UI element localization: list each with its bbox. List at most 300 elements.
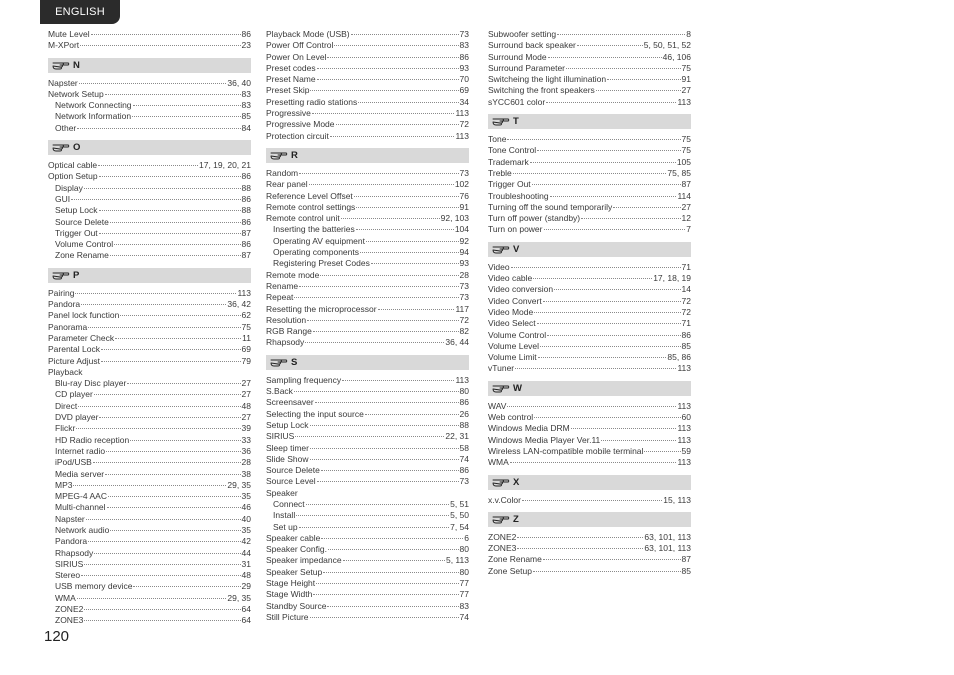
dot-leader	[596, 90, 681, 91]
index-entry	[488, 307, 691, 318]
dot-leader	[327, 57, 458, 58]
index-subentry	[266, 224, 469, 235]
dot-leader	[299, 286, 458, 287]
index-term: Web control	[488, 412, 534, 423]
index-entry	[488, 423, 691, 434]
index-subentry	[48, 378, 251, 389]
index-entry	[48, 356, 251, 367]
index-term: Blu-ray Disc player	[55, 378, 127, 389]
index-pages: 73	[459, 280, 469, 291]
dot-leader	[310, 90, 458, 91]
dot-leader	[71, 199, 240, 200]
dot-leader	[110, 255, 241, 256]
index-entry	[266, 612, 469, 623]
index-column-2	[266, 29, 469, 623]
index-subentry	[266, 510, 469, 521]
dot-leader	[321, 538, 463, 539]
index-term: Other	[55, 122, 77, 133]
dot-leader	[534, 312, 680, 313]
index-pages: 91	[459, 201, 469, 212]
index-pages: 75, 85	[667, 167, 691, 178]
index-term: Setup Lock	[266, 419, 309, 430]
dot-leader	[110, 222, 241, 223]
index-term: Stereo	[55, 570, 81, 581]
index-pages: 22, 31	[445, 431, 469, 442]
index-term: Playback	[48, 366, 83, 377]
dot-leader	[91, 34, 241, 35]
index-pages: 6	[464, 532, 469, 543]
pointing-hand-icon	[492, 116, 510, 128]
index-term: Switching the front speakers	[488, 85, 595, 96]
index-term: Tone Control	[488, 145, 537, 156]
page-number: 120	[44, 628, 70, 645]
index-entry	[488, 532, 691, 543]
index-entry	[266, 292, 469, 303]
index-entry	[266, 281, 469, 292]
index-term: Napster	[55, 513, 85, 524]
index-pages: 83	[459, 600, 469, 611]
dot-leader	[533, 571, 681, 572]
index-term: USB memory device	[55, 581, 133, 592]
index-term: Wireless LAN-compatible mobile terminal	[488, 445, 644, 456]
index-entry	[488, 284, 691, 295]
index-entry	[48, 160, 251, 171]
dot-leader	[510, 462, 677, 463]
dot-leader	[299, 527, 450, 528]
index-subentry	[48, 205, 251, 216]
index-term: Direct	[55, 400, 78, 411]
dot-leader	[577, 45, 643, 46]
index-pages: 75	[681, 134, 691, 145]
index-entry	[488, 74, 691, 85]
index-term: sYCC601 color	[488, 96, 546, 107]
index-term: Napster	[48, 77, 78, 88]
index-subentry	[48, 604, 251, 615]
dot-leader	[84, 620, 240, 621]
index-pages: 86	[459, 465, 469, 476]
index-subentry	[48, 548, 251, 559]
index-term: Surround Parameter	[488, 62, 566, 73]
index-column-1	[48, 29, 251, 627]
dot-leader	[533, 278, 652, 279]
index-term: Option Setup	[48, 171, 98, 182]
index-term: Speaker	[266, 487, 298, 498]
index-pages: 17, 18, 19	[653, 273, 691, 284]
index-entry	[488, 566, 691, 577]
index-entry	[266, 40, 469, 51]
dot-leader	[554, 289, 680, 290]
index-pages: 14	[681, 284, 691, 295]
index-term: Video cable	[488, 273, 533, 284]
index-pages: 105	[676, 156, 691, 167]
dot-leader	[107, 507, 241, 508]
index-term: Stage Height	[266, 578, 316, 589]
index-pages: 113	[677, 423, 691, 434]
index-entry	[488, 554, 691, 565]
index-entry	[488, 224, 691, 235]
index-entry	[48, 322, 251, 333]
index-pages: 73	[459, 476, 469, 487]
index-entry	[488, 341, 691, 352]
index-term: Troubleshooting	[488, 190, 549, 201]
index-entry	[488, 191, 691, 202]
index-term: Windows Media DRM	[488, 423, 570, 434]
section-header-o	[48, 140, 251, 155]
index-pages: 73	[459, 292, 469, 303]
index-term: GUI	[55, 193, 71, 204]
index-term: Display	[55, 182, 83, 193]
dot-leader	[517, 548, 643, 549]
index-term: WMA	[488, 457, 509, 468]
index-term: Video Mode	[488, 306, 534, 317]
dot-leader	[328, 549, 459, 550]
index-term: Pandora	[55, 536, 88, 547]
index-entry	[488, 134, 691, 145]
index-term: Random	[266, 167, 299, 178]
dot-leader	[98, 165, 198, 166]
index-entry	[266, 454, 469, 465]
index-pages: 114	[677, 190, 691, 201]
dot-leader	[79, 83, 227, 84]
index-term: Rhapsody	[55, 547, 94, 558]
index-subentry	[48, 581, 251, 592]
index-entry	[488, 29, 691, 40]
index-pages: 113	[677, 96, 691, 107]
dot-leader	[310, 425, 459, 426]
index-term: Power On Level	[266, 51, 327, 62]
index-term: Trigger Out	[488, 179, 531, 190]
dot-leader	[105, 94, 241, 95]
index-term: Remote control settings	[266, 201, 356, 212]
dot-leader	[327, 606, 458, 607]
index-entry	[266, 119, 469, 130]
dot-leader	[317, 79, 459, 80]
index-subentry	[48, 183, 251, 194]
index-term: Trigger Out	[55, 227, 98, 238]
index-term: ZONE3	[488, 543, 517, 554]
section-header-v	[488, 242, 691, 257]
index-term: Flickr	[55, 423, 76, 434]
index-entry	[488, 318, 691, 329]
section-header-w	[488, 381, 691, 396]
index-pages: 11	[242, 332, 251, 343]
index-pages: 86	[241, 29, 251, 39]
index-entry	[266, 533, 469, 544]
dot-leader	[81, 304, 226, 305]
dot-leader	[354, 196, 459, 197]
index-term: Trademark	[488, 156, 529, 167]
index-entry	[488, 40, 691, 51]
index-pages: 5, 50	[450, 510, 469, 521]
section-header-x	[488, 475, 691, 490]
index-entry	[488, 97, 691, 108]
index-pages: 5, 50, 51, 52	[643, 40, 691, 51]
dot-leader	[566, 68, 681, 69]
index-entry	[266, 476, 469, 487]
index-pages: 64	[241, 604, 251, 615]
index-term: Sampling frequency	[266, 374, 342, 385]
dot-leader	[294, 391, 459, 392]
index-pages: 79	[241, 355, 251, 366]
index-entry	[488, 363, 691, 374]
index-term: Slide Show	[266, 453, 309, 464]
dot-leader	[571, 428, 677, 429]
pointing-hand-icon	[270, 356, 288, 368]
dot-leader	[295, 436, 444, 437]
index-pages: 28	[241, 457, 251, 468]
index-term: Preset Skip	[266, 85, 310, 96]
dot-leader	[81, 575, 240, 576]
index-pages: 113	[677, 363, 691, 374]
dot-leader	[99, 210, 241, 211]
dot-leader	[548, 57, 662, 58]
dot-leader	[517, 537, 643, 538]
index-pages: 77	[459, 589, 469, 600]
dot-leader	[334, 45, 458, 46]
index-subentry	[48, 536, 251, 547]
index-entry	[266, 63, 469, 74]
section-header-s	[266, 355, 469, 370]
index-entry	[488, 213, 691, 224]
dot-leader	[378, 309, 455, 310]
index-pages: 17, 19, 20, 21	[199, 160, 251, 171]
dot-leader	[343, 560, 445, 561]
index-subentry	[266, 258, 469, 269]
index-term: Source Delete	[266, 465, 320, 476]
index-term: Speaker Setup	[266, 566, 323, 577]
index-term: Still Picture	[266, 611, 309, 622]
index-pages: 83	[241, 100, 251, 111]
index-pages: 48	[241, 400, 251, 411]
index-subentry	[266, 522, 469, 533]
index-pages: 86	[241, 216, 251, 227]
index-pages: 8	[686, 29, 691, 39]
pointing-hand-icon	[492, 243, 510, 255]
index-entry	[266, 108, 469, 119]
index-subentry	[48, 615, 251, 626]
index-pages: 36, 44	[445, 337, 469, 348]
section-letter: Z	[513, 513, 519, 525]
index-term: Video conversion	[488, 284, 554, 295]
index-term: Progressive	[266, 108, 311, 119]
dot-leader	[75, 293, 236, 294]
dot-leader	[76, 428, 240, 429]
index-term: S.Back	[266, 386, 293, 397]
language-tab	[40, 0, 120, 24]
index-entry	[488, 157, 691, 168]
index-entry	[266, 431, 469, 442]
index-entry	[48, 299, 251, 310]
dot-leader	[534, 417, 680, 418]
index-pages: 26	[459, 408, 469, 419]
index-pages: 88	[241, 182, 251, 193]
index-entry	[266, 304, 469, 315]
dot-leader	[306, 504, 449, 505]
index-pages: 42	[241, 536, 251, 547]
index-term: Internet radio	[55, 445, 106, 456]
index-pages: 85	[681, 565, 691, 576]
dot-leader	[543, 559, 681, 560]
index-term: Video Select	[488, 318, 536, 329]
index-term: Preset Name	[266, 74, 316, 85]
index-term: Rhapsody	[266, 337, 305, 348]
index-pages: 38	[241, 468, 251, 479]
dot-leader	[133, 586, 240, 587]
dot-leader	[365, 414, 459, 415]
dot-leader	[371, 263, 459, 264]
index-pages: 80	[459, 386, 469, 397]
index-pages: 75	[681, 62, 691, 73]
index-column-3	[488, 29, 691, 577]
dot-leader	[544, 229, 686, 230]
index-term: Media server	[55, 468, 105, 479]
index-term: M-XPort	[48, 40, 80, 51]
index-pages: 77	[459, 578, 469, 589]
index-term: Optical cable	[48, 160, 98, 171]
index-pages: 85	[681, 340, 691, 351]
dot-leader	[317, 481, 459, 482]
index-pages: 76	[459, 190, 469, 201]
index-term: Network Setup	[48, 88, 104, 99]
index-term: Sleep timer	[266, 442, 309, 453]
pointing-hand-icon	[52, 59, 70, 71]
index-pages: 91	[681, 74, 691, 85]
index-pages: 58	[459, 442, 469, 453]
dot-leader	[358, 102, 458, 103]
dot-leader	[601, 440, 676, 441]
dot-leader	[101, 349, 241, 350]
index-term: Mute Level	[48, 29, 90, 39]
index-entry	[266, 168, 469, 179]
dot-leader	[522, 500, 662, 501]
index-term: Volume Control	[55, 239, 114, 250]
index-term: MPEG-4 AAC	[55, 491, 107, 502]
index-pages: 63, 101, 113	[644, 531, 691, 542]
dot-leader	[537, 150, 680, 151]
language-tab-label: ENGLISH	[55, 6, 105, 18]
index-entry	[266, 465, 469, 476]
index-term: Operating components	[273, 247, 359, 258]
index-pages: 86	[459, 51, 469, 62]
index-subentry	[266, 247, 469, 258]
index-term: Picture Adjust	[48, 355, 100, 366]
index-term: Presetting radio stations	[266, 96, 358, 107]
dot-leader	[546, 102, 676, 103]
index-pages: 27	[241, 412, 251, 423]
index-subentry	[48, 423, 251, 434]
index-pages: 74	[459, 611, 469, 622]
index-entry	[48, 344, 251, 355]
index-entry	[488, 495, 691, 506]
dot-leader	[507, 406, 676, 407]
index-entry	[488, 296, 691, 307]
index-subentry	[48, 401, 251, 412]
dot-leader	[540, 346, 680, 347]
index-entry	[266, 601, 469, 612]
dot-leader	[356, 229, 454, 230]
dot-leader	[77, 598, 227, 599]
dot-leader	[336, 124, 459, 125]
index-pages: 59	[681, 445, 691, 456]
index-term: Rear panel	[266, 179, 308, 190]
section-header-p	[48, 268, 251, 283]
index-pages: 35	[241, 491, 251, 502]
index-pages: 113	[677, 434, 691, 445]
dot-leader	[86, 519, 241, 520]
index-entry	[266, 567, 469, 578]
index-pages: 72	[681, 295, 691, 306]
index-subentry	[48, 412, 251, 423]
index-term: Volume Control	[488, 329, 547, 340]
index-entry	[48, 40, 251, 51]
index-entry	[266, 589, 469, 600]
section-header-t	[488, 114, 691, 129]
index-term: ZONE3	[55, 615, 84, 626]
index-term: Treble	[488, 167, 512, 178]
dot-leader	[105, 474, 240, 475]
index-pages: 63, 101, 113	[644, 543, 691, 554]
index-pages: 69	[459, 85, 469, 96]
index-term: Turn on power	[488, 224, 543, 235]
index-term: Setup Lock	[55, 205, 98, 216]
index-term: Resetting the microprocessor	[266, 303, 377, 314]
dot-leader	[130, 440, 240, 441]
index-subentry	[48, 525, 251, 536]
index-subentry	[48, 100, 251, 111]
dot-leader	[127, 383, 240, 384]
index-entry	[266, 74, 469, 85]
index-pages: 88	[241, 205, 251, 216]
index-entry	[266, 179, 469, 190]
dot-leader	[313, 331, 459, 332]
section-header-n	[48, 58, 251, 73]
index-pages: 85	[241, 111, 251, 122]
index-pages: 74	[459, 453, 469, 464]
dot-leader	[313, 594, 458, 595]
index-term: RGB Range	[266, 326, 312, 337]
index-term: Turning off the sound temporarily	[488, 201, 613, 212]
index-term: ZONE2	[55, 604, 84, 615]
dot-leader	[330, 136, 455, 137]
index-subentry	[48, 491, 251, 502]
section-header-z	[488, 512, 691, 527]
index-entry	[488, 273, 691, 284]
section-letter: S	[291, 356, 298, 368]
index-subentry	[48, 570, 251, 581]
index-pages: 62	[241, 310, 251, 321]
index-pages: 29, 35	[227, 479, 251, 490]
index-entry	[266, 420, 469, 431]
index-entry	[488, 543, 691, 554]
dot-leader	[644, 451, 680, 452]
pointing-hand-icon	[492, 382, 510, 394]
index-pages: 5, 51	[450, 498, 469, 509]
index-pages: 23	[241, 40, 251, 51]
index-entry	[266, 544, 469, 555]
index-subentry	[48, 250, 251, 261]
index-pages: 113	[677, 457, 691, 468]
index-term: vTuner	[488, 363, 515, 374]
index-term: Parameter Check	[48, 332, 115, 343]
index-pages: 28	[459, 269, 469, 280]
dot-leader	[538, 357, 667, 358]
dot-leader	[108, 496, 241, 497]
index-term: Source Delete	[55, 216, 109, 227]
index-entry	[48, 288, 251, 299]
dot-leader	[133, 105, 241, 106]
index-subentry	[48, 389, 251, 400]
index-entry	[266, 326, 469, 337]
